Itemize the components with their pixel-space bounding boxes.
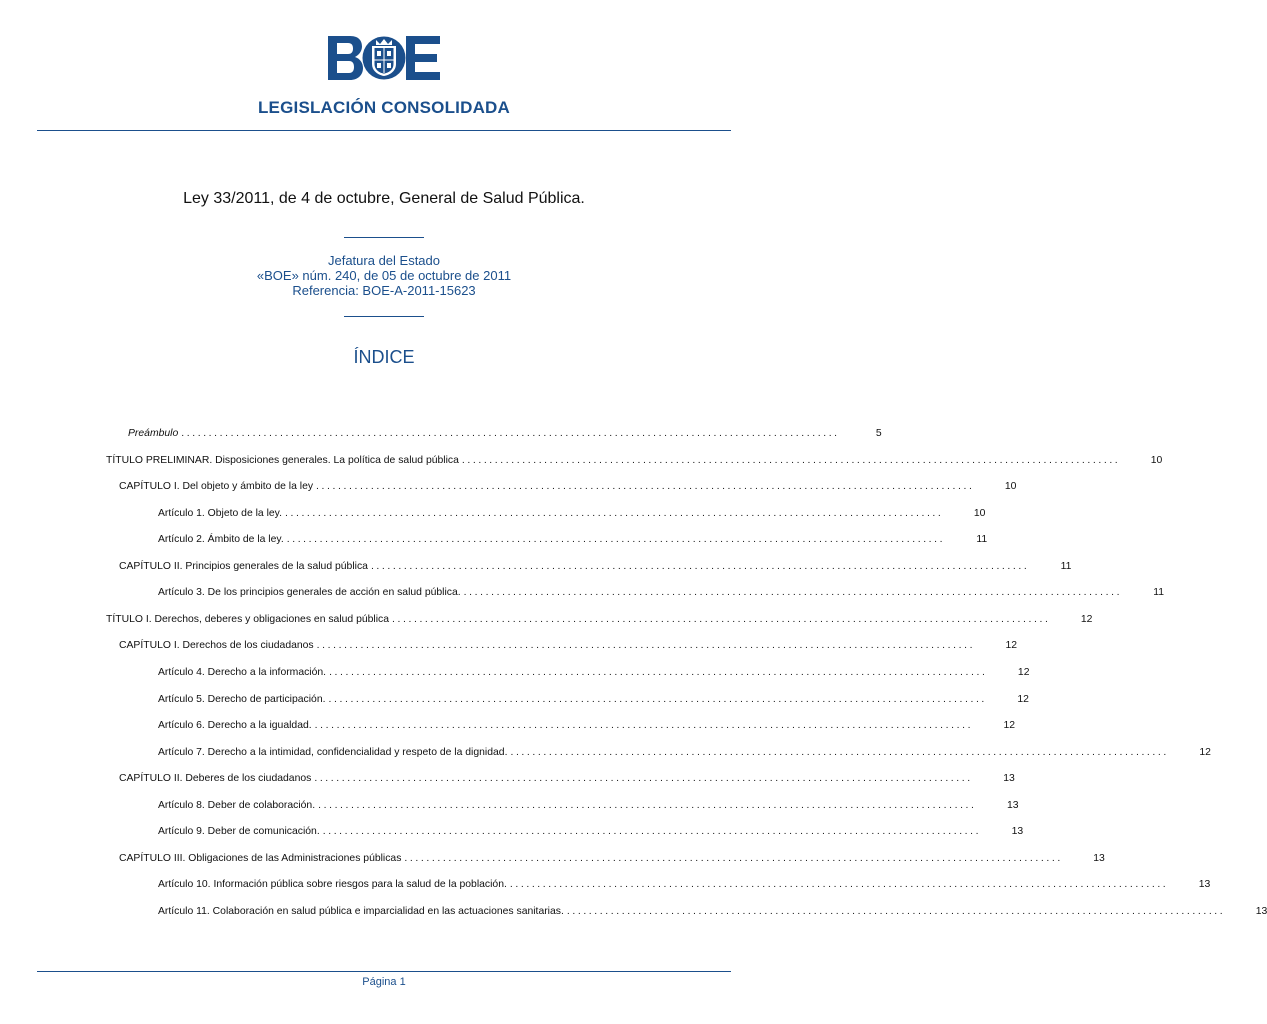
toc-entry-label: Preámbulo bbox=[128, 428, 179, 439]
toc-entry[interactable] bbox=[158, 533, 988, 547]
toc-dot-leader: ........................................................................................................................ bbox=[463, 587, 1123, 598]
footer-divider bbox=[37, 971, 731, 972]
document-type-heading: LEGISLACIÓN CONSOLIDADA bbox=[257, 98, 511, 117]
toc-entry[interactable] bbox=[119, 560, 1072, 574]
toc-entry[interactable] bbox=[119, 772, 1015, 786]
law-title: Ley 33/2011, de 4 de octubre, General de Salud Pública. bbox=[183, 190, 585, 207]
toc-entry[interactable] bbox=[158, 586, 1165, 600]
toc-dot-leader: ........................................................................................................................ bbox=[392, 614, 1051, 625]
toc-entry-label: Artículo 5. Derecho de participación. bbox=[158, 694, 326, 705]
toc-dot-leader: ........................................................................................................................ bbox=[370, 561, 1030, 572]
toc-entry[interactable] bbox=[106, 613, 1093, 627]
toc-entry[interactable] bbox=[158, 666, 1030, 680]
toc-dot-leader: ........................................................................................................................ bbox=[284, 508, 944, 519]
toc-entry[interactable] bbox=[119, 480, 1017, 494]
toc-entry-label: Artículo 1. Objeto de la ley. bbox=[158, 508, 282, 519]
toc-entry[interactable] bbox=[158, 507, 986, 521]
toc-dot-leader: ........................................................................................................................ bbox=[510, 747, 1169, 758]
toc-entry-label: Artículo 10. Información pública sobre riesgos para la salud de la población. bbox=[158, 879, 507, 890]
toc-entry-page: 13 bbox=[1255, 906, 1267, 917]
toc-entry-label: TÍTULO I. Derechos, deberes y obligaciones en salud pública bbox=[106, 614, 390, 625]
index-heading: ÍNDICE bbox=[353, 347, 415, 367]
toc-entry-page: 10 bbox=[1004, 481, 1017, 492]
toc-entry[interactable] bbox=[158, 719, 1016, 733]
toc-dot-leader: ........................................................................................................................ bbox=[286, 534, 946, 545]
toc-entry-label: Artículo 9. Deber de comunicación. bbox=[158, 826, 320, 837]
toc-entry-page: 13 bbox=[1003, 773, 1015, 784]
toc-entry[interactable] bbox=[119, 639, 1018, 653]
title-divider-bottom bbox=[344, 316, 424, 317]
toc-entry[interactable] bbox=[158, 825, 1024, 839]
toc-entry[interactable] bbox=[158, 905, 1267, 919]
toc-entry-label: Artículo 4. Derecho a la información. bbox=[158, 667, 327, 678]
toc-entry-label: CAPÍTULO I. Del objeto y ámbito de la ley bbox=[119, 481, 314, 492]
toc-entry-page: 13 bbox=[1198, 879, 1211, 890]
toc-entry-label: TÍTULO PRELIMINAR. Disposiciones generales. La política de salud pública bbox=[106, 455, 459, 466]
toc-entry[interactable] bbox=[158, 878, 1211, 892]
toc-entry-label: Artículo 8. Deber de colaboración. bbox=[158, 800, 316, 811]
publication-info bbox=[0, 253, 768, 298]
toc-entry-page: 13 bbox=[1006, 800, 1019, 811]
toc-entry-page: 11 bbox=[1153, 587, 1165, 598]
toc-dot-leader: ........................................................................................................................ bbox=[566, 906, 1226, 917]
toc-entry-page: 10 bbox=[973, 508, 986, 519]
page-number: Página 1 bbox=[362, 976, 406, 988]
toc-entry-label: CAPÍTULO II. Principios generales de la salud pública bbox=[119, 561, 368, 572]
toc-entry[interactable] bbox=[158, 693, 1029, 707]
toc-dot-leader: ........................................................................................................................ bbox=[316, 481, 975, 492]
toc-dot-leader: ........................................................................................................................ bbox=[328, 694, 987, 705]
toc-dot-leader: ........................................................................................................................ bbox=[316, 640, 976, 651]
toc-dot-leader: ........................................................................................................................ bbox=[318, 800, 977, 811]
toc-entry-page: 12 bbox=[1017, 694, 1029, 705]
toc-entry-label: CAPÍTULO II. Deberes de los ciudadanos bbox=[119, 773, 312, 784]
toc-entry-page: 11 bbox=[1060, 561, 1072, 572]
toc-entry-page: 12 bbox=[1003, 720, 1016, 731]
toc-entry-page: 5 bbox=[875, 428, 882, 439]
toc-entry-label: Artículo 11. Colaboración en salud pública e imparcialidad en las actuaciones sanitarias. bbox=[158, 906, 564, 917]
toc-entry[interactable] bbox=[119, 852, 1105, 866]
toc-entry-page: 10 bbox=[1150, 455, 1163, 466]
toc-dot-leader: ........................................................................................................................ bbox=[314, 720, 974, 731]
toc-entry[interactable] bbox=[106, 454, 1163, 468]
reference-code: Referencia: BOE-A-2011-15623 bbox=[292, 283, 476, 298]
toc-entry-page: 12 bbox=[1005, 640, 1018, 651]
toc-entry[interactable] bbox=[158, 799, 1019, 813]
toc-entry[interactable] bbox=[128, 427, 882, 441]
toc-dot-leader: ........................................................................................................................ bbox=[329, 667, 988, 678]
toc-entry-page: 12 bbox=[1080, 614, 1093, 625]
toc-dot-leader: ........................................................................................................................ bbox=[314, 773, 973, 784]
toc-entry-label: Artículo 2. Ámbito de la ley. bbox=[158, 534, 284, 545]
toc-entry-page: 12 bbox=[1199, 747, 1211, 758]
toc-entry-page: 13 bbox=[1093, 853, 1105, 864]
boe-logo bbox=[328, 36, 440, 80]
toc-entry[interactable] bbox=[158, 746, 1211, 760]
header-divider bbox=[37, 130, 731, 131]
toc-entry-page: 12 bbox=[1017, 667, 1030, 678]
toc-dot-leader: ........................................................................................................................ bbox=[181, 428, 840, 439]
title-divider-top bbox=[344, 237, 424, 238]
toc-dot-leader: ........................................................................................................................ bbox=[404, 853, 1063, 864]
toc-dot-leader: ........................................................................................................................ bbox=[322, 826, 982, 837]
toc-entry-label: CAPÍTULO III. Obligaciones de las Administraciones públicas bbox=[119, 853, 402, 864]
issuer: Jefatura del Estado bbox=[327, 253, 441, 268]
toc-entry-label: CAPÍTULO I. Derechos de los ciudadanos bbox=[119, 640, 314, 651]
toc-entry-label: Artículo 3. De los principios generales de acción en salud pública. bbox=[158, 587, 461, 598]
toc-entry-label: Artículo 6. Derecho a la igualdad. bbox=[158, 720, 312, 731]
toc-entry-page: 13 bbox=[1011, 826, 1024, 837]
toc-dot-leader: ........................................................................................................................ bbox=[461, 455, 1121, 466]
toc-dot-leader: ........................................................................................................................ bbox=[509, 879, 1169, 890]
toc-entry-label: Artículo 7. Derecho a la intimidad, confidencialidad y respeto de la dignidad. bbox=[158, 747, 508, 758]
bulletin-number: «BOE» núm. 240, de 05 de octubre de 2011 bbox=[256, 268, 512, 283]
toc-entry-page: 11 bbox=[976, 534, 988, 545]
